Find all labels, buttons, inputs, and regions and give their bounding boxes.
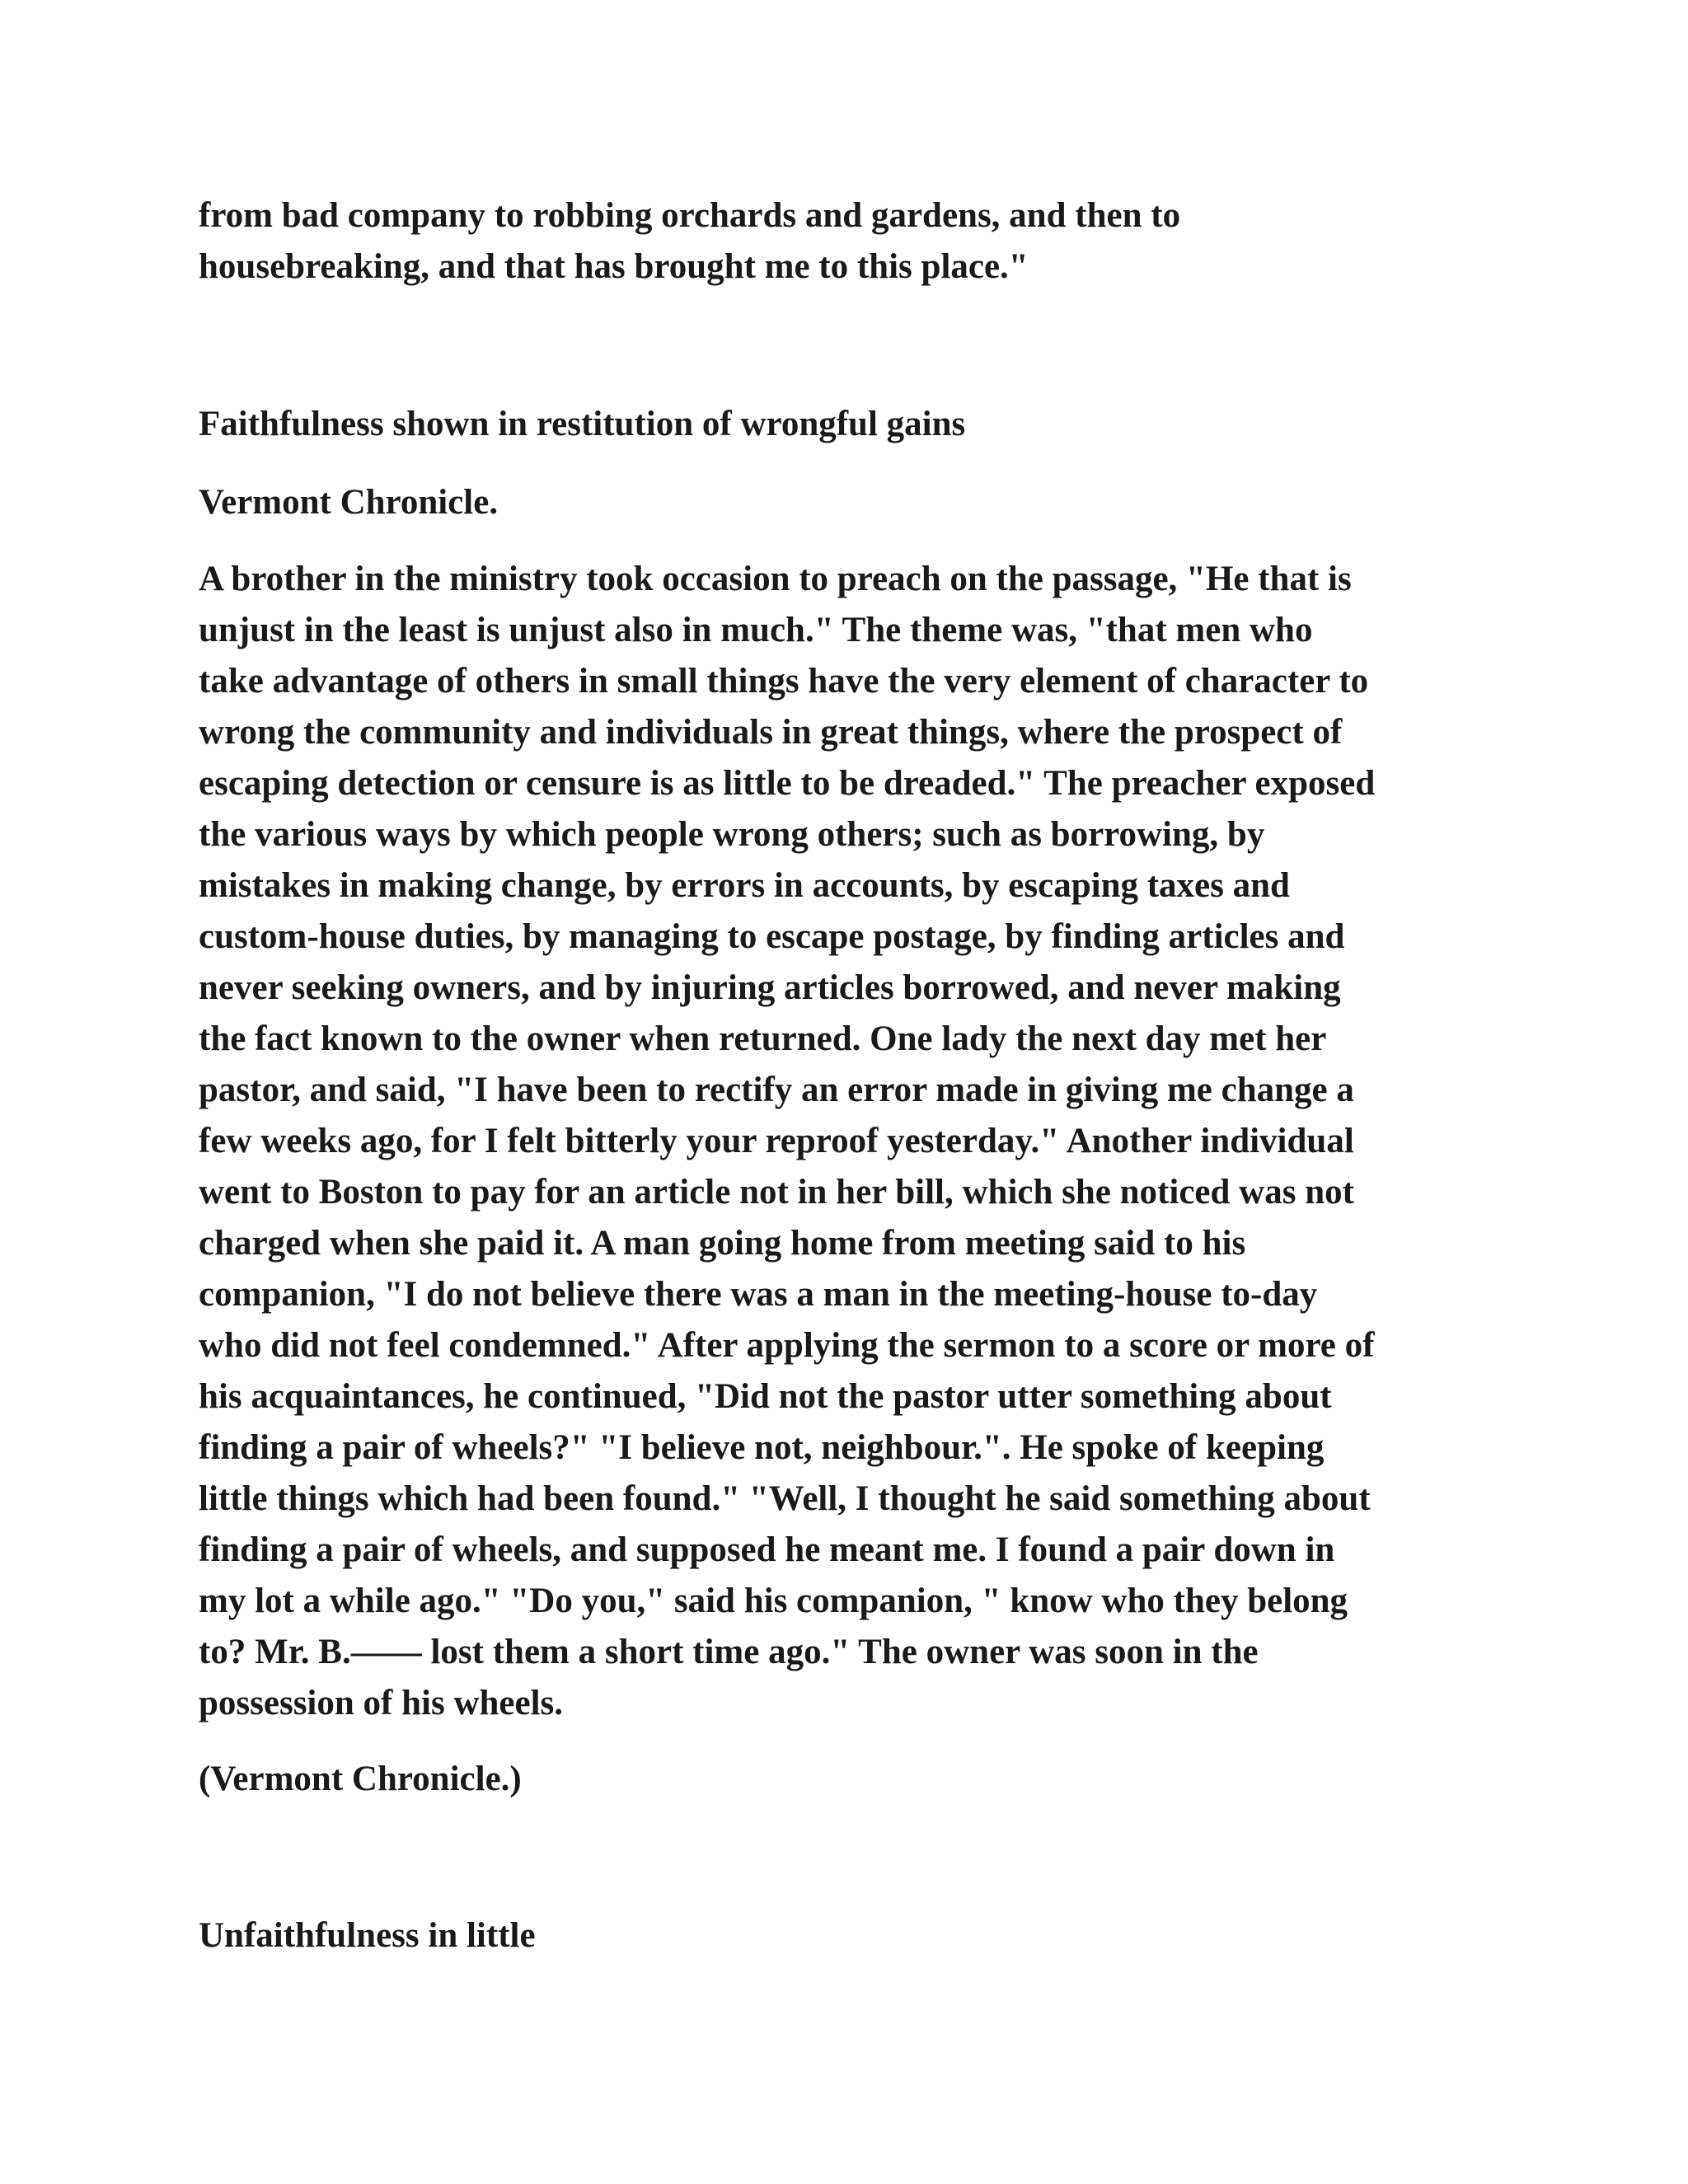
paragraph-line: little things which had been found." "Well, I thought he said something about	[199, 1479, 1371, 1518]
source-attribution: Vermont Chronicle.	[199, 483, 499, 522]
paragraph-line: custom-house duties, by managing to escape postage, by finding articles and	[199, 917, 1345, 956]
paragraph-line: who did not feel condemned." After applying the sermon to a score or more of	[199, 1326, 1375, 1365]
paragraph-line: finding a pair of wheels, and supposed he meant me. I found a pair down in	[199, 1530, 1335, 1569]
paragraph-line: my lot a while ago." "Do you," said his companion, " know who they belong	[199, 1582, 1348, 1620]
paragraph-line: mistakes in making change, by errors in accounts, by escaping taxes and	[199, 866, 1290, 905]
paragraph-line: the various ways by which people wrong others; such as borrowing, by	[199, 815, 1265, 854]
paragraph-line: the fact known to the owner when returned. One lady the next day met her	[199, 1019, 1327, 1058]
paragraph-line: housebreaking, and that has brought me to this place."	[199, 247, 1029, 286]
paragraph-line: unjust in the least is unjust also in much." The theme was, "that men who	[199, 611, 1313, 649]
paragraph-line: from bad company to robbing orchards and gardens, and then to	[199, 196, 1181, 235]
opening-paragraph	[199, 190, 1517, 293]
section-heading-faithfulness: Faithfulness shown in restitution of wrongful gains	[199, 405, 966, 443]
paragraph-line: never seeking owners, and by injuring articles borrowed, and never making	[199, 968, 1341, 1007]
paragraph-line: companion, "I do not believe there was a man in the meeting-house to-day	[199, 1275, 1318, 1314]
paragraph-line: his acquaintances, he continued, "Did not the pastor utter something about	[199, 1377, 1332, 1416]
section-heading-unfaithfulness: Unfaithfulness in little	[199, 1916, 536, 1955]
paragraph-line: to? Mr. B.—— lost them a short time ago." The owner was soon in the	[199, 1633, 1259, 1671]
paragraph-line: take advantage of others in small things have the very element of character to	[199, 662, 1369, 701]
paragraph-line: A brother in the ministry took occasion to preach on the passage, "He that is	[199, 560, 1352, 598]
paragraph-line: possession of his wheels.	[199, 1684, 564, 1722]
closing-source-attribution: (Vermont Chronicle.)	[199, 1760, 522, 1798]
paragraph-line: went to Boston to pay for an article not in her bill, which she noticed was not	[199, 1173, 1354, 1212]
paragraph-line: few weeks ago, for I felt bitterly your reproof yesterday." Another individual	[199, 1122, 1354, 1160]
paragraph-line: finding a pair of wheels?" "I believe not, neighbour.". He spoke of keeping	[199, 1428, 1325, 1467]
paragraph-line: escaping detection or censure is as little to be dreaded." The preacher exposed	[199, 764, 1376, 803]
paragraph-line: charged when she paid it. A man going home from meeting said to his	[199, 1224, 1246, 1263]
paragraph-line: wrong the community and individuals in great things, where the prospect of	[199, 713, 1343, 752]
body-paragraph	[199, 554, 1517, 1729]
paragraph-line: pastor, and said, "I have been to rectify an error made in giving me change a	[199, 1071, 1354, 1109]
